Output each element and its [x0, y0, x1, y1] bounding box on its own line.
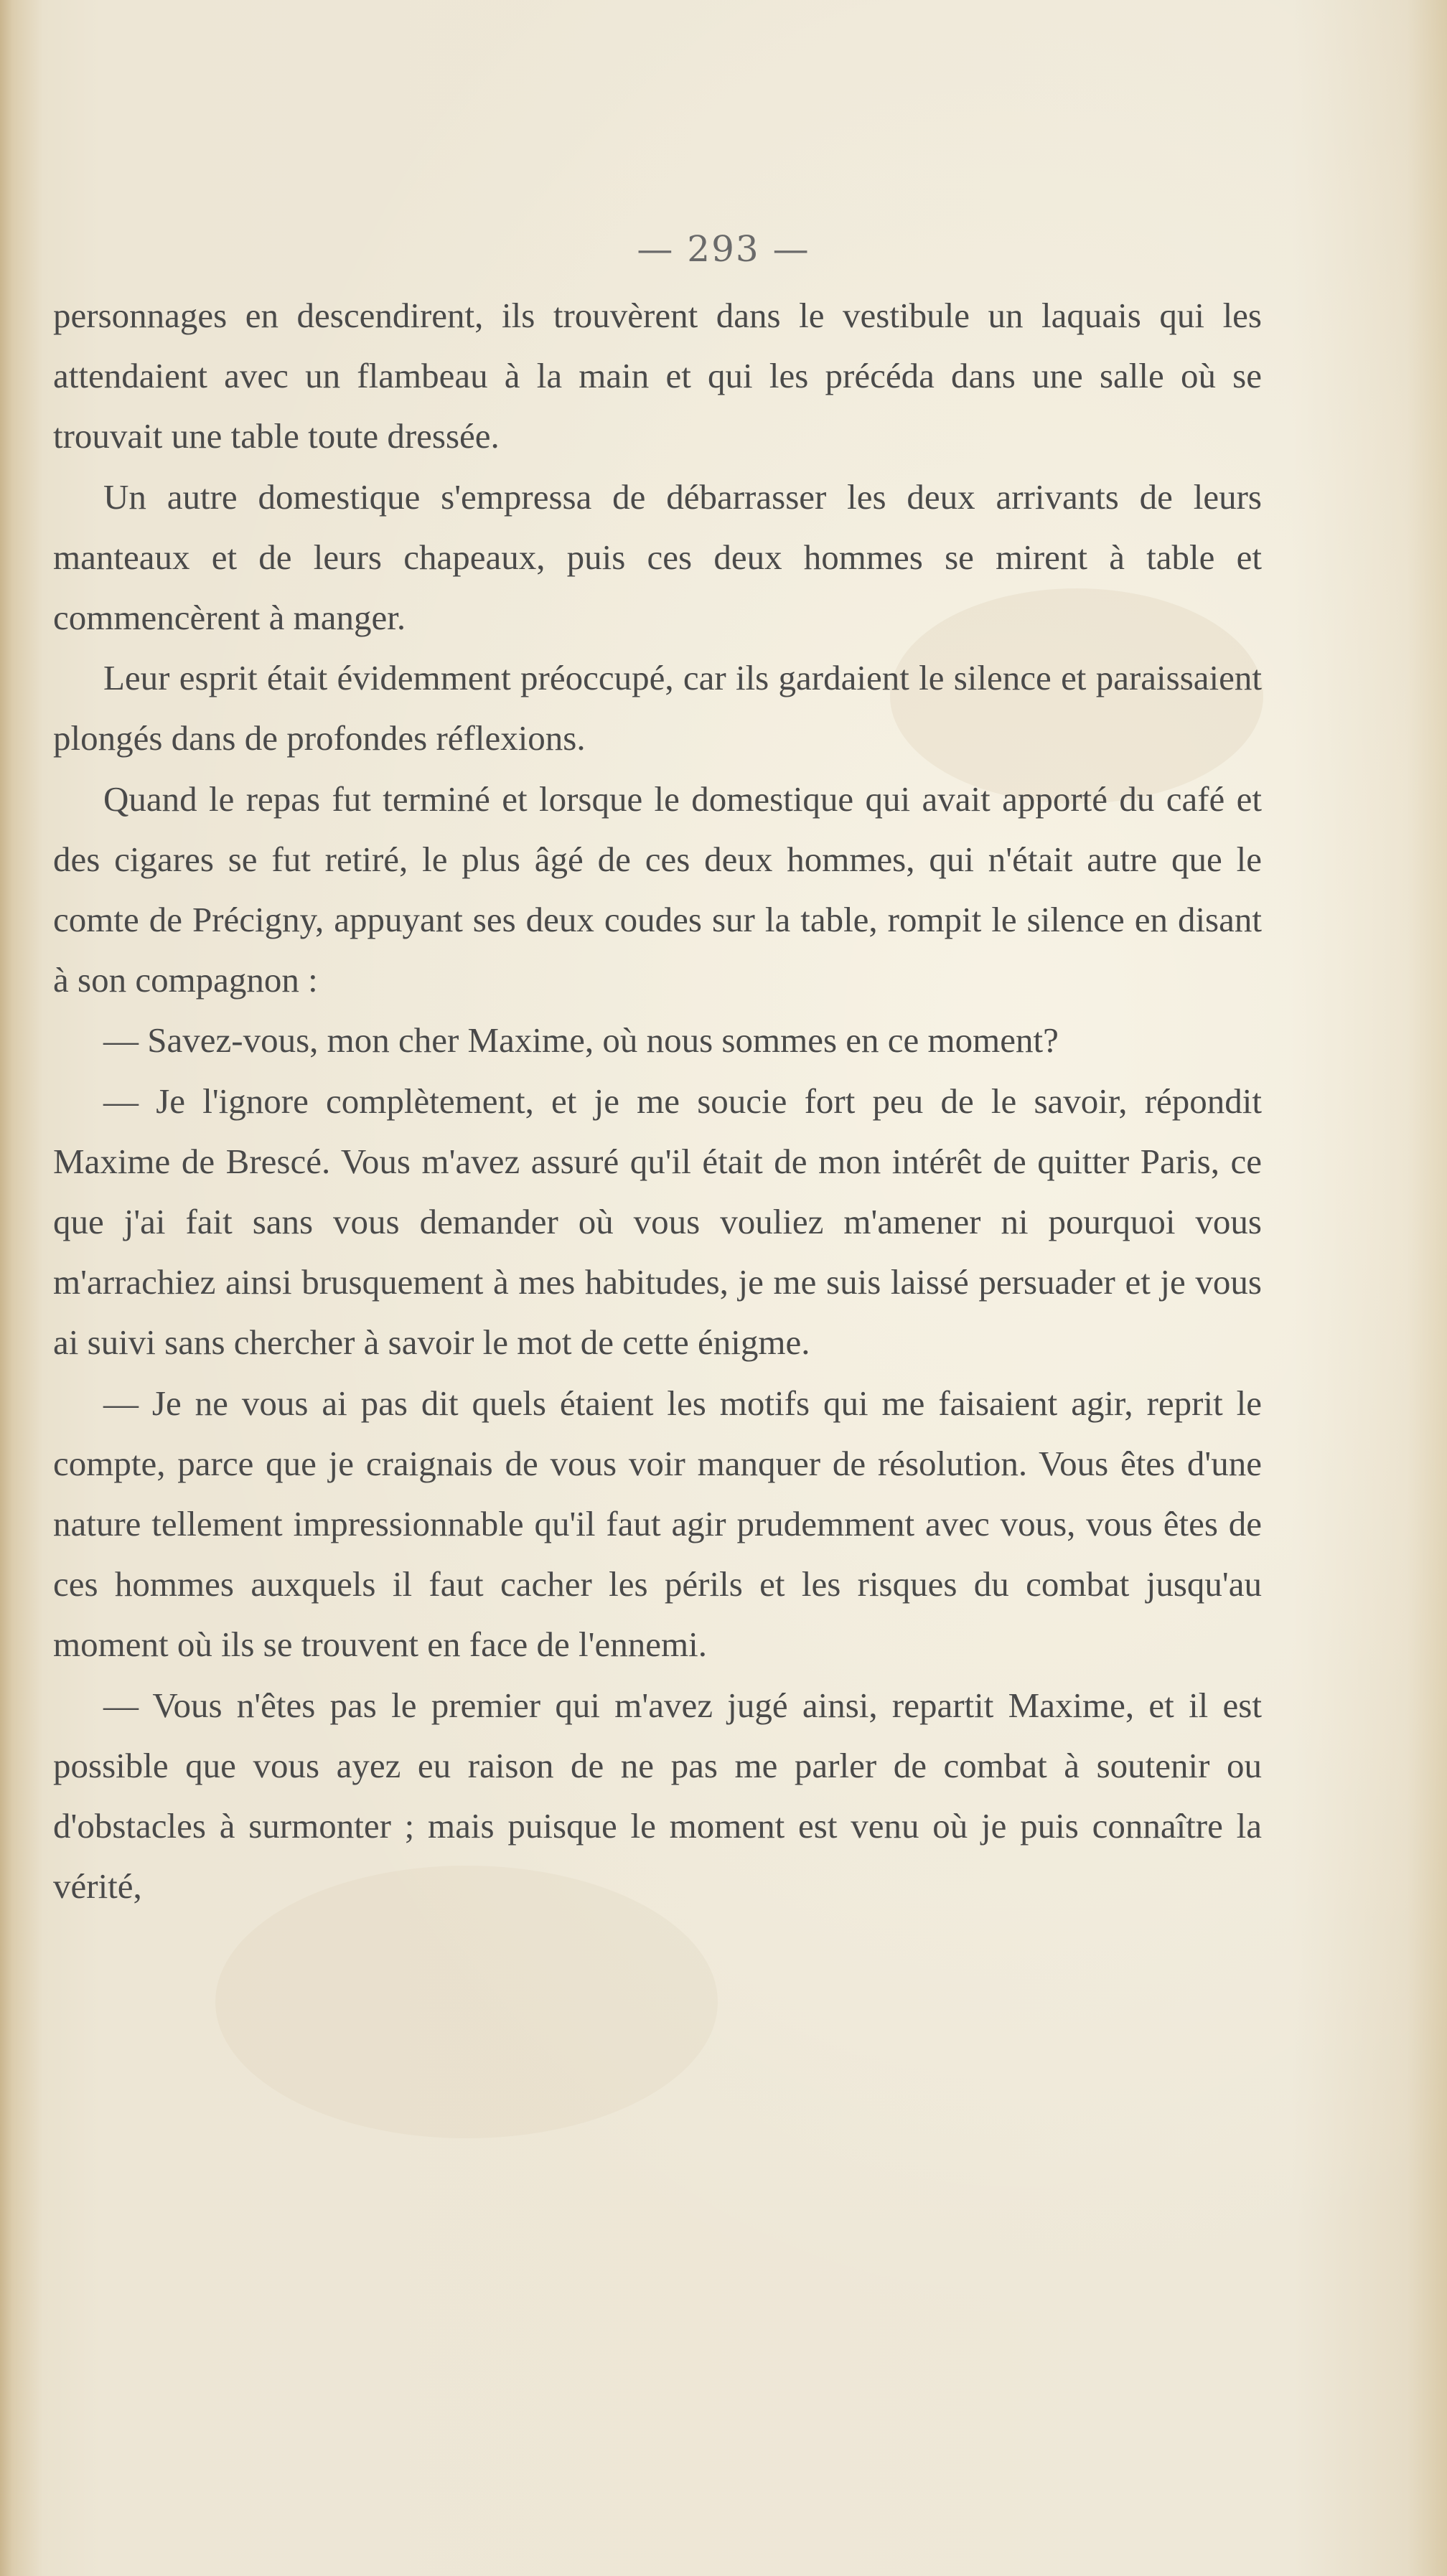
body-text [53, 286, 1262, 1917]
paragraph: Quand le repas fut terminé et lorsque le domestique qui avait apporté du café et des cigares se fut retiré, le plus âgé de ces deux hommes, qui n'était autre que le comte de Précigny, appuyant ses deux coudes sur la table, rompit le silence en disant à son compagnon : [53, 779, 1262, 1000]
page-number: — 293 — [637, 228, 810, 270]
paragraph: — Je l'ignore complètement, et je me soucie fort peu de le savoir, répondit Maxime de Brescé. Vous m'avez assuré qu'il était de mon intérêt de quitter Paris, ce que j'ai fait sans vous demander où vous vouliez m'amener ni pourquoi vous m'arrachiez ainsi brusquement à mes habitudes, je me suis laissé persuader et je vous ai suivi sans chercher à savoir le mot de cette énigme. [53, 1081, 1262, 1363]
paragraph: Un autre domestique s'empressa de débarrasser les deux arrivants de leurs manteaux et de leurs chapeaux, puis ces deux hommes se mirent à table et commencèrent à manger. [53, 476, 1262, 638]
paragraph: — Vous n'êtes pas le premier qui m'avez jugé ainsi, repartit Maxime, et il est possible que vous ayez eu raison de ne pas me parler de combat à soutenir ou d'obstacles à surmonter ; mais puisque le moment est venu où je puis connaître la vérité, [53, 1685, 1262, 1907]
paragraph: — Savez-vous, mon cher Maxime, où nous sommes en ce moment? [103, 1020, 1059, 1061]
paragraph: personnages en descendirent, ils trouvèrent dans le vestibule un laquais qui les attendaient avec un flambeau à la main et qui les précéda dans une salle où se trouvait une table toute dressée. [53, 296, 1262, 456]
paragraph: Leur esprit était évidemment préoccupé, car ils gardaient le silence et paraissaient plongés dans de profondes réflexions. [53, 658, 1262, 758]
paragraph: — Je ne vous ai pas dit quels étaient les motifs qui me faisaient agir, reprit le compte, parce que je craignais de vous voir manquer de résolution. Vous êtes d'une nature tellement impressionnable qu'il faut agir prudemment avec vous, vous êtes de ces hommes auxquels il faut cacher les périls et les risques du combat jusqu'au moment où ils se trouvent en face de l'ennemi. [53, 1383, 1262, 1665]
